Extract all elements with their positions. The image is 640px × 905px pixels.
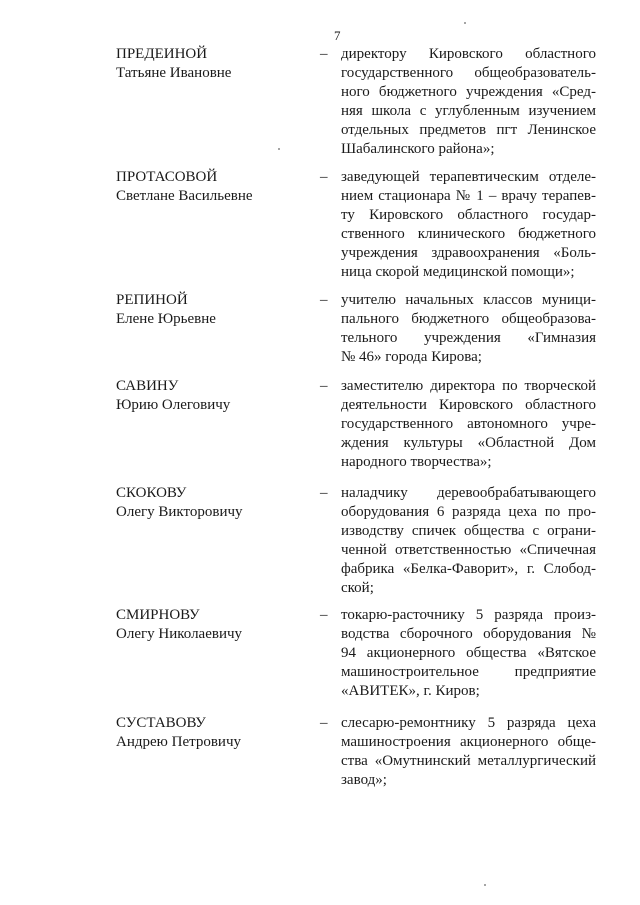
recipient-position (341, 45, 596, 159)
position-line: 94 акционерного общества «Вятское (341, 645, 596, 661)
recipient-position (341, 168, 596, 282)
recipient-position (341, 291, 596, 367)
position-line: токарю-расточнику 5 разряда произ- (341, 607, 596, 623)
entry-dash: – (320, 485, 328, 501)
entry-dash: – (320, 715, 328, 731)
page-number: 7 (334, 28, 341, 43)
position-line: ждения культуры «Областной Дом (341, 435, 596, 451)
recipient-surname: САВИНУ (116, 378, 179, 394)
position-line: ченной ответственностью «Спичечная (341, 542, 596, 558)
position-line: учителю начальных классов муници- (341, 292, 596, 308)
recipient-given-name: Татьяне Ивановне (116, 65, 232, 81)
position-line: водства сборочного оборудования № (341, 626, 596, 642)
position-line: изводству спичек общества с ограни- (341, 523, 596, 539)
scan-speck (278, 148, 280, 150)
entry-dash: – (320, 378, 328, 394)
recipient-given-name: Светлане Васильевне (116, 188, 253, 204)
position-line: заведующей терапевтическим отделе- (341, 169, 596, 185)
recipient-surname: СУСТАВОВУ (116, 715, 206, 731)
recipient-name (116, 45, 306, 83)
position-line: ница скорой медицинской помощи»; (341, 264, 575, 280)
recipient-surname: СКОКОВУ (116, 485, 187, 501)
position-line: ской; (341, 580, 374, 596)
entry-dash: – (320, 46, 328, 62)
scan-speck (464, 22, 466, 24)
recipient-name (116, 291, 306, 329)
entry-dash: – (320, 292, 328, 308)
entry-dash: – (320, 169, 328, 185)
position-line: слесарю-ремонтнику 5 разряда цеха (341, 715, 596, 731)
recipient-given-name: Юрию Олеговичу (116, 397, 231, 413)
position-line: ту Кировского областного государ- (341, 207, 596, 223)
position-line: машиностроения акционерного обще- (341, 734, 596, 750)
scan-speck (484, 884, 486, 886)
position-line: отдельных предметов пгт Ленинское (341, 122, 596, 138)
position-line: ственного клинического бюджетного (341, 226, 596, 242)
recipient-surname: ПРОТАСОВОЙ (116, 169, 218, 185)
recipient-name (116, 168, 306, 206)
position-line: директору Кировского областного (341, 46, 596, 62)
position-line: пального бюджетного общеобразова- (341, 311, 596, 327)
recipient-position (341, 377, 596, 472)
recipient-name (116, 714, 306, 752)
position-line: нием стационара № 1 – врачу терапев- (341, 188, 596, 204)
position-line: наладчику деревообрабатывающего (341, 485, 596, 501)
recipient-position (341, 606, 596, 701)
entry-dash: – (320, 607, 328, 623)
recipient-surname: РЕПИНОЙ (116, 292, 188, 308)
position-line: «АВИТЕК», г. Киров; (341, 683, 480, 699)
recipient-given-name: Олегу Николаевичу (116, 626, 243, 642)
recipient-name (116, 606, 306, 644)
position-line: учреждения здравоохранения «Боль- (341, 245, 596, 261)
recipient-given-name: Андрею Петровичу (116, 734, 241, 750)
position-line: фабрика «Белка-Фаворит», г. Слобод- (341, 561, 596, 577)
position-line: государственного автономного учре- (341, 416, 596, 432)
position-line: народного творчества»; (341, 454, 492, 470)
position-line: тельного учреждения «Гимназия (341, 330, 596, 346)
recipient-name (116, 484, 306, 522)
position-line: ного бюджетного учреждения «Сред- (341, 84, 596, 100)
position-line: оборудования 6 разряда цеха по про- (341, 504, 596, 520)
position-line: ства «Омутнинский металлургический (341, 753, 596, 769)
position-line: деятельности Кировского областного (341, 397, 596, 413)
position-line: государственного общеобразователь- (341, 65, 596, 81)
recipient-surname: ПРЕДЕИНОЙ (116, 46, 208, 62)
recipient-given-name: Елене Юрьевне (116, 311, 216, 327)
recipient-position (341, 714, 596, 790)
position-line: заместителю директора по творческой (341, 378, 596, 394)
recipient-surname: СМИРНОВУ (116, 607, 200, 623)
position-line: Шабалинского района»; (341, 141, 495, 157)
recipient-position (341, 484, 596, 598)
position-line: № 46» города Кирова; (341, 349, 482, 365)
position-line: машиностроительное предприятие (341, 664, 596, 680)
recipient-name (116, 377, 306, 415)
recipient-given-name: Олегу Викторовичу (116, 504, 243, 520)
position-line: завод»; (341, 772, 387, 788)
position-line: няя школа с углубленным изучением (341, 103, 596, 119)
